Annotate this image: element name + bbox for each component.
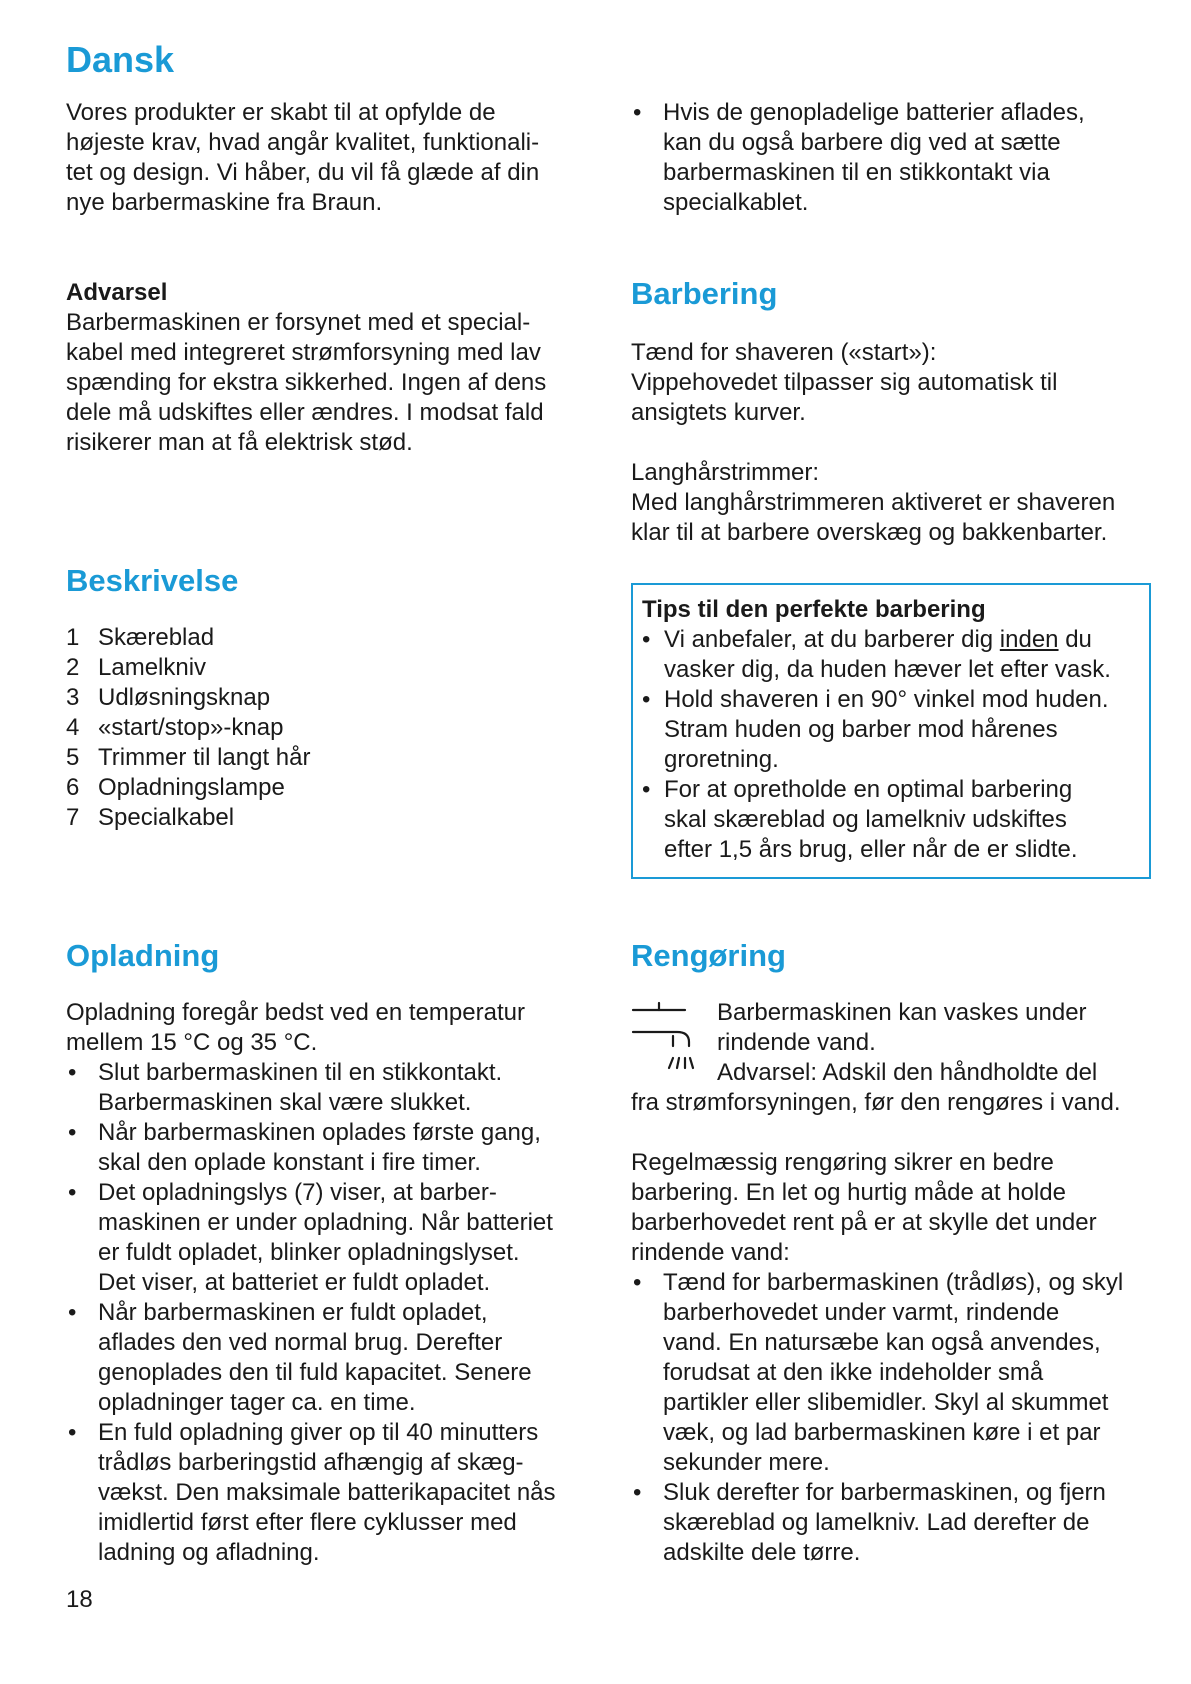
charging-heading: Opladning <box>66 938 220 973</box>
shaving-section: Tænd for shaveren («start»): Vippehovedet tilpasser sig automatisk til ansigtets kurver. Langhårstrimmer: Med langhårstrimmeren aktiveret er shaveren klar til at barbere overskæg og bakkenbarter. <box>631 339 1116 546</box>
page-number: 18 <box>66 1586 93 1613</box>
list-item: 5 Trimmer til langt hår <box>66 744 311 771</box>
cleaning-icon-text: Barbermaskinen kan vaskes under rindende vand. Advarsel: Adskil den håndholdte del <box>717 999 1098 1086</box>
list-item: 6 Opladningslampe <box>66 774 285 801</box>
charging-section: Opladning foregår bedst ved en temperatur mellem 15 °C og 35 °C. • Slut barbermaskinen til en stikkontakt. Barbermaskinen skal være slukket. • Når barbermaskinen oplades første gang, skal den oplade konstant i fire timer. • Det opladningslys (7) viser, at barber- maskinen er under opladning. Når batteriet er fuldt opladet, blinker opladningslyset. Det viser, at batteriet er fuldt opladet. • Når barbermaskinen er fuldt opladet, aflades den ved normal brug. Derefter genoplades den til fuld kapacitet. Senere opladninger tager ca. en time. • En fuld opladning giver op til 40 minutters trådløs barberingstid afhængig af skæg- vækst. Den maksimale batterikapacitet nås imidlertid først efter flere cyklusser med ladning og afladning. <box>66 998 606 1568</box>
list-item: • Tænd for barbermaskinen (trådløs), og skyl barberhovedet under varmt, rindende vand. En natursæbe kan også anvendes, forudsat at den ikke indeholder små partikler eller slibemidler. Skyl al skummet væk, og lad barbermaskinen køre i et par sekunder mere. <box>631 1268 1123 1478</box>
list-item: 2 Lamelkniv <box>66 654 207 681</box>
list-item: • For at opretholde en optimal barbering skal skæreblad og lamelkniv udskiftes efter 1,5 års brug, eller når de er slidte. <box>642 775 1139 865</box>
list-item: • Når barbermaskinen er fuldt opladet, aflades den ved normal brug. Derefter genoplades den til fuld kapacitet. Senere opladninger tager ca. en time. <box>66 1298 606 1418</box>
faucet-icon <box>629 1000 703 1070</box>
parts-list <box>66 623 310 833</box>
list-item: 7 Specialkabel <box>66 804 235 831</box>
list-item: 3 Udløsningsknap <box>66 684 271 711</box>
list-item: • En fuld opladning giver op til 40 minutters trådløs barberingstid afhængig af skæg- vækst. Den maksimale batterikapacitet nås imidlertid først efter flere cyklusser med ladning og afladning. <box>66 1418 606 1568</box>
list-item: • Det opladningslys (7) viser, at barber- maskinen er under opladning. Når batteriet er fuldt opladet, blinker opladningslyset. Det viser, at batteriet er fuldt opladet. <box>66 1178 606 1298</box>
list-item: 1 Skæreblad <box>66 624 215 651</box>
shaving-heading: Barbering <box>631 276 778 311</box>
cleaning-section: fra strømforsyningen, før den rengøres i vand. Regelmæssig rengøring sikrer en bedre barbering. En let og hurtig måde at holde barberhovedet rent på er at skylle det under rindende vand: • Tænd for barbermaskinen (trådløs), og skyl barberhovedet under varmt, rindende vand. En natursæbe kan også anvendes, forudsat at den ikke indeholder små partikler eller slibemidler. Skyl al skummet væk, og lad barbermaskinen køre i et par sekunder mere. • Sluk derefter for barbermaskinen, og fjern skæreblad og lamelkniv. Lad derefter de adskilte dele tørre. <box>631 1088 1123 1568</box>
cleaning-heading: Rengøring <box>631 938 786 973</box>
list-item: 4 «start/stop»-knap <box>66 714 284 741</box>
tips-box <box>631 583 1151 879</box>
warning-heading: Advarsel <box>66 279 168 306</box>
battery-note <box>631 98 1151 218</box>
list-item: • Når barbermaskinen oplades første gang, skal den oplade konstant i fire timer. <box>66 1118 606 1178</box>
list-item: • Slut barbermaskinen til en stikkontakt. Barbermaskinen skal være slukket. <box>66 1058 606 1118</box>
tips-heading: Tips til den perfekte barbering <box>642 596 986 623</box>
intro-paragraph: Vores produkter er skabt til at opfylde de højeste krav, hvad angår kvalitet, funktionali- tet og design. Vi håber, du vil få glæde af din nye barbermaskine fra Braun. <box>66 99 540 216</box>
list-item: • Hvis de genopladelige batterier aflades, kan du også barbere dig ved at sætte barbermaskinen til en stikkontakt via specialkablet. <box>631 98 1151 218</box>
list-item: • Vi anbefaler, at du barberer dig inden du vasker dig, da huden hæver let efter vask. <box>642 625 1139 685</box>
warning-section: Advarsel Barbermaskinen er forsynet med et special- kabel med integreret strømforsyning med lav spænding for ekstra sikkerhed. Ingen af dens dele må udskiftes eller ændres. I modsat fald risikerer man at få elektrisk stød. <box>66 279 547 456</box>
list-item: • Sluk derefter for barbermaskinen, og fjern skæreblad og lamelkniv. Lad derefter de adskilte dele tørre. <box>631 1478 1123 1568</box>
list-item: • Hold shaveren i en 90° vinkel mod huden. Stram huden og barber mod hårenes groretning. <box>642 685 1139 775</box>
description-heading: Beskrivelse <box>66 563 239 598</box>
page-title: Dansk <box>66 39 175 80</box>
